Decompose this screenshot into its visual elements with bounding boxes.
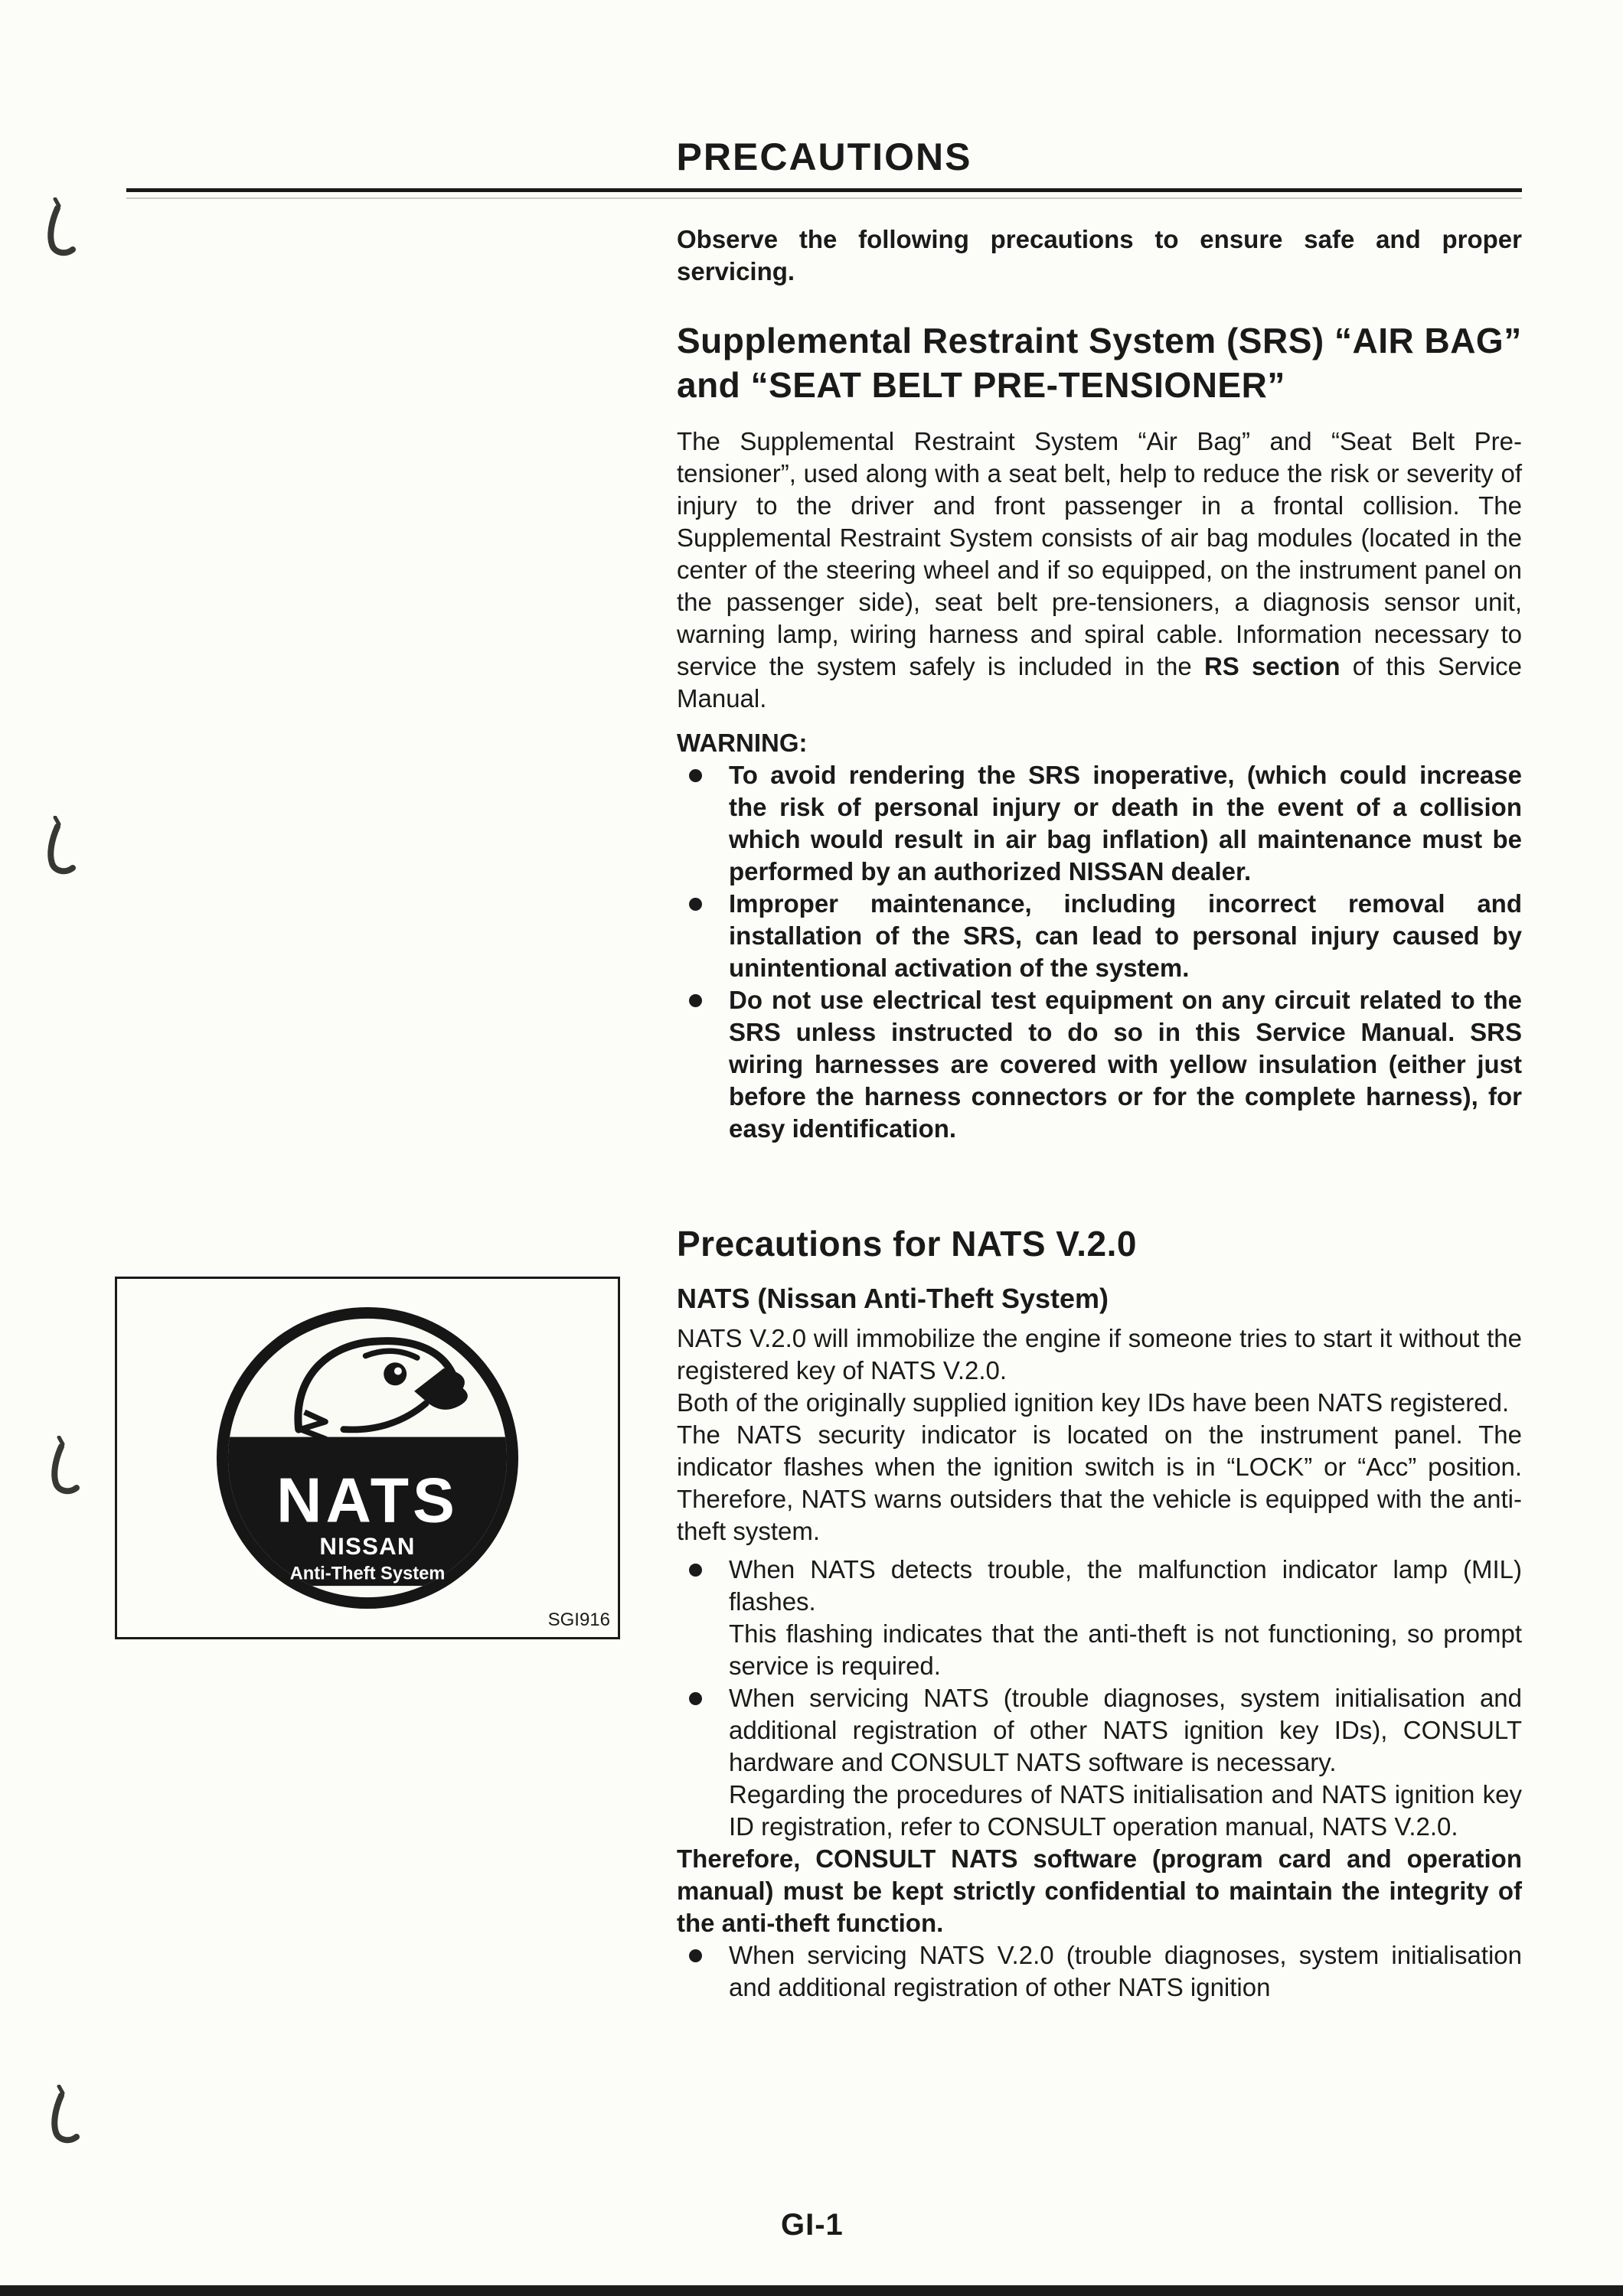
warning-item-text: Improper maintenance, including incorrect removal and installation of the SRS, can lead to personal injury caused by unintentional activation of the system.: [729, 889, 1522, 982]
nats-bullet-item: [677, 1939, 1522, 2004]
nats-bullet-text: When servicing NATS (trouble diagnoses, system initialisation and additional registration of other NATS ignition key IDs), CONSULT hardware and CONSULT NATS software is necessary.: [729, 1684, 1522, 1776]
page-number: GI-1: [781, 2208, 844, 2242]
nats-bullet-text: Regarding the procedures of NATS initialisation and NATS ignition key ID registration, refer to CONSULT operation manual, NATS V.2.0.: [729, 1780, 1522, 1841]
nats-bullet-item: [677, 1682, 1522, 1843]
logo-subtitle-nissan: NISSAN: [319, 1532, 416, 1560]
header-rule-shadow: [126, 197, 1522, 199]
logo-subtitle-antitheft: Anti-Theft System: [289, 1564, 446, 1584]
nats-paragraph-1: NATS V.2.0 will immobilize the engine if someone tries to start it without the registered key of NATS V.2.0.: [677, 1324, 1522, 1384]
srs-paragraph-text-1: The Supplemental Restraint System “Air Bag” and “Seat Belt Pre-tensioner”, used along with a seat belt, help to reduce the risk or severity of injury to the driver and front passenger in a frontal collision. The Supplemental Restraint System consists of air bag modules (located in the center of the steering wheel and if so equipped, on the instrument panel on the passenger side), seat belt pre-tensioners, a diagnosis sensor unit, warning lamp, wiring harness and spiral cable. Information necessary to service the system safely is included in the: [677, 427, 1522, 680]
nats-paragraph-2: Both of the originally supplied ignition key IDs have been NATS registered.: [677, 1388, 1510, 1417]
srs-warning-list: [677, 759, 1522, 1145]
nats-bullet-text: When servicing NATS V.2.0 (trouble diagnoses, system initialisation and additional registration of other NATS ignition: [729, 1941, 1522, 2001]
srs-section-heading: Supplemental Restraint System (SRS) “AIR BAG” and “SEAT BELT PRE-TENSIONER”: [677, 321, 1522, 405]
warning-item-text: Do not use electrical test equipment on any circuit related to the SRS unless instructed to do so in this Service Manual. SRS wiring harnesses are covered with yellow insulation (either just before the harness connectors or for the complete harness), for easy identification.: [729, 986, 1522, 1143]
header-rule: [126, 188, 1522, 192]
scan-edge-strip: [0, 2285, 1623, 2296]
warning-item: [677, 984, 1522, 1145]
page-title: PRECAUTIONS: [676, 135, 972, 178]
figure-caption: SGI916: [547, 1609, 610, 1630]
nats-paragraph-3: The NATS security indicator is located on the instrument panel. The indicator flashes when the ignition switch is in “LOCK” or “Acc” position. Therefore, NATS warns outsiders that the vehicle is equipped with the anti-theft system.: [677, 1420, 1522, 1545]
nats-section-heading: Precautions for NATS V.2.0: [677, 1224, 1137, 1264]
nats-bullet-list: [677, 1554, 1522, 1843]
nats-confidential-note: Therefore, CONSULT NATS software (program card and operation manual) must be kept strictly confidential to maintain the integrity of the anti-theft function.: [677, 1844, 1522, 1937]
nats-bullet-text: When NATS detects trouble, the malfunction indicator lamp (MIL) flashes.: [729, 1555, 1522, 1616]
figure-nats-logo: [115, 1277, 620, 1639]
srs-paragraph-text-2: of this Service Manual.: [677, 652, 1522, 713]
warning-item: [677, 759, 1522, 888]
pen-mark: [46, 1436, 81, 1497]
rs-section-reference: RS section: [1203, 652, 1341, 680]
nats-bullet-list-2: [677, 1939, 1522, 2004]
pen-mark: [42, 816, 77, 877]
nats-bullet-text: This flashing indicates that the anti-theft is not functioning, so prompt service is required.: [729, 1619, 1522, 1680]
pen-mark: [46, 2085, 81, 2146]
warning-item-text: To avoid rendering the SRS inoperative, (which could increase the risk of personal injury or death in the event of a collision which would result in air bag inflation) all maintenance must be performed by an authorized NISSAN dealer.: [729, 761, 1522, 885]
warning-item: [677, 888, 1522, 984]
nats-logo: [205, 1296, 530, 1620]
nats-subheading: NATS (Nissan Anti-Theft System): [677, 1283, 1109, 1314]
srs-paragraph: [677, 426, 1522, 715]
logo-title: NATS: [276, 1465, 459, 1536]
warning-label: WARNING:: [677, 729, 808, 757]
main-text-column: [677, 223, 1522, 2004]
nats-bullet-item: [677, 1554, 1522, 1682]
pen-mark: [42, 197, 77, 259]
intro-text: Observe the following precautions to ensure safe and proper servicing.: [677, 225, 1522, 285]
